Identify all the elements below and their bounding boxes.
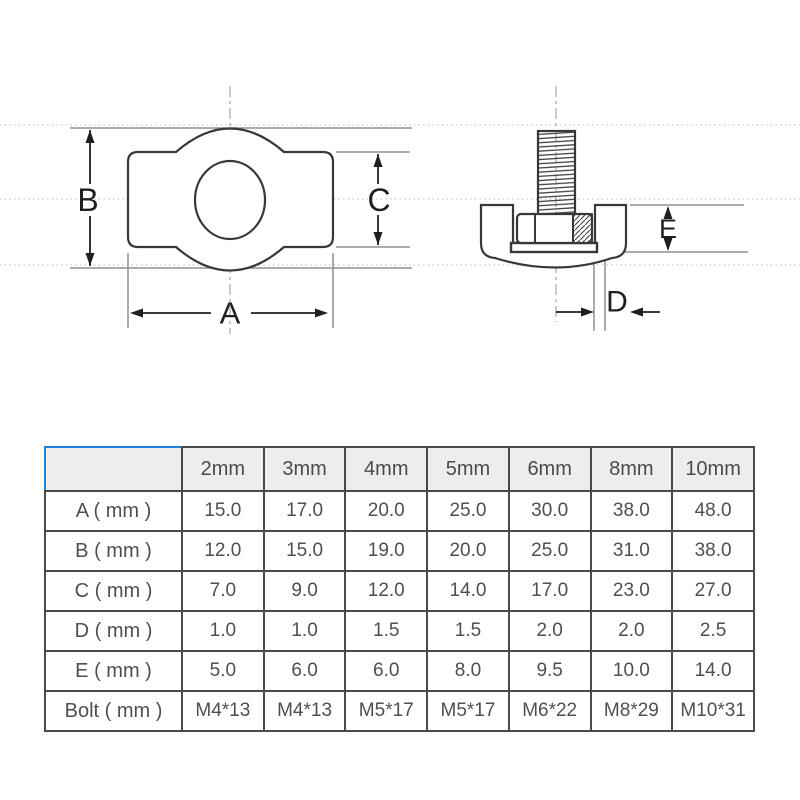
table-value-cell: M5*17: [345, 691, 427, 731]
table-value-cell: 31.0: [591, 531, 673, 571]
table-row: [45, 571, 754, 611]
table-value-cell: 1.5: [345, 611, 427, 651]
table-row-label: Bolt ( mm ): [45, 691, 182, 731]
side-view-label-D: D: [606, 285, 628, 319]
table-corner-cell: [45, 447, 182, 491]
table-value-cell: 9.5: [509, 651, 591, 691]
spec-table: [44, 446, 755, 732]
table-value-cell: 14.0: [427, 571, 509, 611]
table-header-cell: 6mm: [509, 447, 591, 491]
table-value-cell: 20.0: [345, 491, 427, 531]
front-view-label-C: C: [367, 182, 391, 218]
table-value-cell: 1.0: [182, 611, 264, 651]
table-value-cell: 30.0: [509, 491, 591, 531]
table-value-cell: 6.0: [264, 651, 346, 691]
table-value-cell: 27.0: [672, 571, 754, 611]
saddle-plate: [511, 243, 597, 252]
table-value-cell: 48.0: [672, 491, 754, 531]
table-row: [45, 491, 754, 531]
table-value-cell: 38.0: [672, 531, 754, 571]
table-value-cell: 19.0: [345, 531, 427, 571]
table-value-cell: 15.0: [264, 531, 346, 571]
table-value-cell: 38.0: [591, 491, 673, 531]
table-row-label: C ( mm ): [45, 571, 182, 611]
table-header-cell: 8mm: [591, 447, 673, 491]
table-row: [45, 531, 754, 571]
table-value-cell: 15.0: [182, 491, 264, 531]
table-value-cell: 12.0: [345, 571, 427, 611]
table-row-label: D ( mm ): [45, 611, 182, 651]
table-value-cell: M5*17: [427, 691, 509, 731]
table-value-cell: 1.0: [264, 611, 346, 651]
table-row: [45, 611, 754, 651]
table-row-label: E ( mm ): [45, 651, 182, 691]
table-value-cell: 12.0: [182, 531, 264, 571]
table-value-cell: 25.0: [509, 531, 591, 571]
table-value-cell: 2.5: [672, 611, 754, 651]
table-value-cell: M4*13: [264, 691, 346, 731]
table-header-cell: 5mm: [427, 447, 509, 491]
table-value-cell: 20.0: [427, 531, 509, 571]
front-view-label-A: A: [219, 295, 241, 331]
table-header-cell: 4mm: [345, 447, 427, 491]
table-header-cell: 2mm: [182, 447, 264, 491]
table-row-label: B ( mm ): [45, 531, 182, 571]
bolt-shank: [538, 131, 575, 215]
table-row-label: A ( mm ): [45, 491, 182, 531]
table-value-cell: 6.0: [345, 651, 427, 691]
section-hatch: [573, 214, 592, 243]
table-value-cell: M4*13: [182, 691, 264, 731]
table-row: [45, 691, 754, 731]
spec-table-header-row: [45, 447, 754, 491]
clip-hole: [195, 161, 265, 239]
table-value-cell: 10.0: [591, 651, 673, 691]
side-view-label-E: E: [658, 214, 678, 244]
table-value-cell: 25.0: [427, 491, 509, 531]
table-value-cell: M6*22: [509, 691, 591, 731]
table-value-cell: 5.0: [182, 651, 264, 691]
table-value-cell: 17.0: [264, 491, 346, 531]
guide-lines: [0, 125, 800, 265]
front-view-label-B: B: [77, 182, 99, 218]
table-value-cell: 2.0: [591, 611, 673, 651]
table-value-cell: 14.0: [672, 651, 754, 691]
table-value-cell: M8*29: [591, 691, 673, 731]
table-value-cell: 2.0: [509, 611, 591, 651]
spec-table-body: [45, 447, 754, 731]
table-value-cell: M10*31: [672, 691, 754, 731]
table-value-cell: 8.0: [427, 651, 509, 691]
table-value-cell: 17.0: [509, 571, 591, 611]
front-view: [128, 129, 333, 271]
table-value-cell: 23.0: [591, 571, 673, 611]
table-value-cell: 7.0: [182, 571, 264, 611]
table-header-cell: 10mm: [672, 447, 754, 491]
table-value-cell: 1.5: [427, 611, 509, 651]
table-value-cell: 9.0: [264, 571, 346, 611]
table-row: [45, 651, 754, 691]
table-header-cell: 3mm: [264, 447, 346, 491]
side-view: [481, 131, 626, 268]
